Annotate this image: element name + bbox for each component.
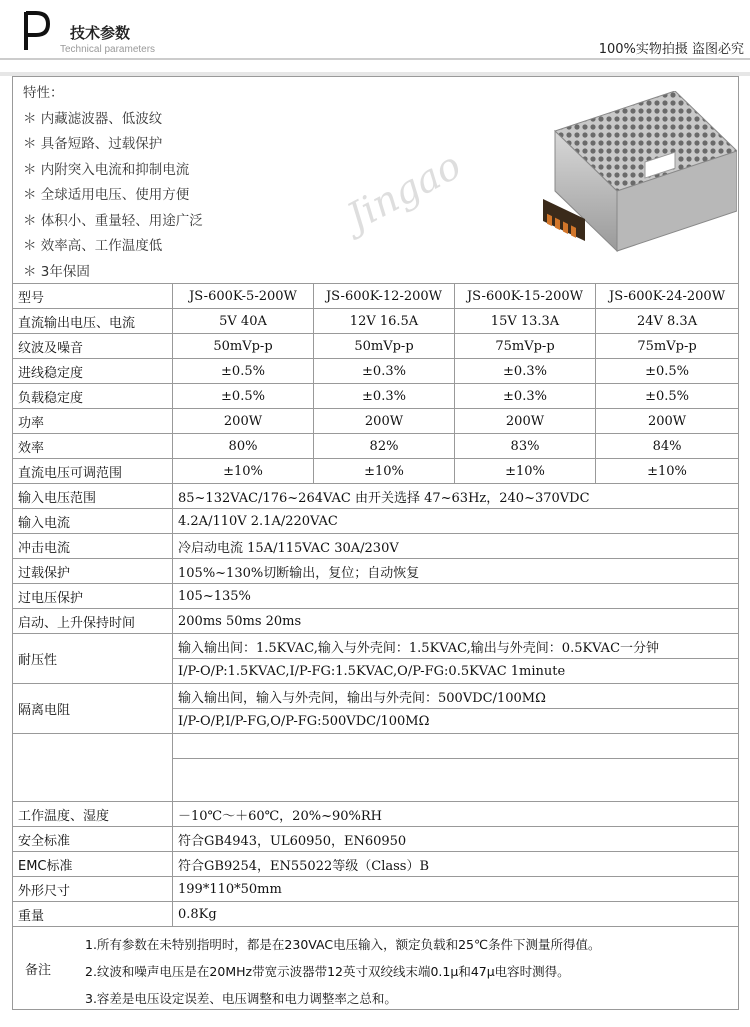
table-cell: 200W bbox=[596, 409, 739, 434]
page-header bbox=[0, 0, 750, 70]
feature-item: ＊ 内藏滤波器、低波纹 bbox=[23, 110, 163, 127]
table-cell: ±0.5% bbox=[596, 384, 739, 409]
feature-item: ＊ 体积小、重量轻、用途广泛 bbox=[23, 212, 203, 229]
table-cell: 75mVp-p bbox=[455, 334, 596, 359]
section-title: 技术参数 bbox=[70, 24, 131, 42]
row-label: 安全标准 bbox=[13, 827, 173, 852]
row-label: 冲击电流 bbox=[13, 534, 173, 559]
table-cell: 冷启动电流 15A/115VAC 30A/230V bbox=[173, 534, 739, 559]
table-row bbox=[13, 484, 739, 509]
row-label: 启动、上升保持时间 bbox=[13, 609, 173, 634]
table-cell: 82% bbox=[314, 434, 455, 459]
table-row bbox=[13, 684, 739, 709]
row-label: 效率 bbox=[13, 434, 173, 459]
table-cell: ±0.5% bbox=[173, 359, 314, 384]
table-cell: 15V 13.3A bbox=[455, 309, 596, 334]
table-row bbox=[13, 584, 739, 609]
row-label: 工作温度、湿度 bbox=[13, 802, 173, 827]
row-label: 过电压保护 bbox=[13, 584, 173, 609]
table-cell: ±10% bbox=[173, 459, 314, 484]
table-row bbox=[13, 634, 739, 659]
table-cell: I/P-O/P,I/P-FG,O/P-FG:500VDC/100MΩ bbox=[173, 709, 739, 734]
table-cell: ±0.5% bbox=[173, 384, 314, 409]
feature-item: ＊ 效率高、工作温度低 bbox=[23, 238, 163, 254]
table-cell: ±10% bbox=[314, 459, 455, 484]
feature-item: ＊ 内附突入电流和抑制电流 bbox=[23, 161, 190, 178]
row-label: 隔离电阻 bbox=[13, 684, 173, 734]
table-cell: 50mVp-p bbox=[173, 334, 314, 359]
table-row bbox=[13, 902, 739, 927]
table-cell: 105~135% bbox=[173, 584, 739, 609]
table-cell: ±10% bbox=[596, 459, 739, 484]
row-label: 纹波及噪音 bbox=[13, 334, 173, 359]
feature-item: ＊ 具备短路、过载保护 bbox=[23, 136, 163, 152]
header-divider bbox=[0, 58, 750, 60]
row-label: 重量 bbox=[13, 902, 173, 927]
note-item: 2.纹波和噪声电压是在20MHz带宽示波器带12英寸双绞线末端0.1μ和47μ电容时测得。 bbox=[85, 964, 570, 979]
row-label: EMC标准 bbox=[13, 852, 173, 877]
table-cell: 输入输出间，输入与外壳间，输出与外壳间：500VDC/100MΩ bbox=[173, 684, 739, 709]
table-cell: 85~132VAC/176~264VAC 由开关选择 47~63Hz，240~370VDC bbox=[173, 484, 739, 509]
features-list bbox=[23, 81, 203, 284]
notes-label: 备注 bbox=[25, 963, 52, 978]
empty-cell bbox=[13, 734, 173, 802]
model-cell: JS-600K-12-200W bbox=[314, 284, 455, 309]
empty-cell bbox=[173, 734, 739, 759]
table-cell: ±0.3% bbox=[455, 384, 596, 409]
table-row bbox=[13, 509, 739, 534]
empty-row bbox=[13, 734, 739, 759]
table-cell: 200W bbox=[173, 409, 314, 434]
table-cell: I/P-O/P:1.5KVAC,I/P-FG:1.5KVAC,O/P-FG:0.5KVAC 1minute bbox=[173, 659, 739, 684]
note-item: 3.容差是电压设定误差、电压调整和电力调整率之总和。 bbox=[85, 991, 397, 1006]
table-cell: 0.8Kg bbox=[173, 902, 739, 927]
table-cell: 83% bbox=[455, 434, 596, 459]
table-cell: 50mVp-p bbox=[314, 334, 455, 359]
row-label: 负载稳定度 bbox=[13, 384, 173, 409]
table-cell: 200W bbox=[314, 409, 455, 434]
table-row bbox=[13, 559, 739, 584]
table-row bbox=[13, 384, 739, 409]
slogan: 100%实物拍摄 盗图必究 bbox=[598, 42, 744, 57]
table-cell: 105%~130%切断输出，复位；自动恢复 bbox=[173, 559, 739, 584]
watermark: Jingao bbox=[339, 143, 468, 239]
table-cell: 80% bbox=[173, 434, 314, 459]
table-cell: 75mVp-p bbox=[596, 334, 739, 359]
table-cell: ±0.3% bbox=[314, 359, 455, 384]
p-logo-icon bbox=[22, 10, 52, 52]
features-heading: 特性： bbox=[23, 85, 64, 101]
note-item: 1.所有参数在未特别指明时，都是在230VAC电压输入，额定负载和25℃条件下测量所得值。 bbox=[85, 937, 601, 952]
table-cell: 5V 40A bbox=[173, 309, 314, 334]
model-row bbox=[13, 284, 739, 309]
row-label: 直流输出电压、电流 bbox=[13, 309, 173, 334]
table-cell: 符合GB9254，EN55022等级（Class）B bbox=[173, 852, 739, 877]
model-cell: JS-600K-15-200W bbox=[455, 284, 596, 309]
table-cell: ±10% bbox=[455, 459, 596, 484]
table-row bbox=[13, 359, 739, 384]
spec-table bbox=[12, 76, 739, 1010]
notes-row bbox=[13, 927, 739, 1010]
model-cell: JS-600K-24-200W bbox=[596, 284, 739, 309]
table-cell: ±0.5% bbox=[596, 359, 739, 384]
table-row bbox=[13, 409, 739, 434]
table-row bbox=[13, 309, 739, 334]
table-cell: ±0.3% bbox=[314, 384, 455, 409]
row-label: 过载保护 bbox=[13, 559, 173, 584]
table-cell: －10℃～＋60℃，20%~90%RH bbox=[173, 802, 739, 827]
table-row bbox=[13, 852, 739, 877]
table-row bbox=[13, 434, 739, 459]
table-row bbox=[13, 609, 739, 634]
power-supply-product-image bbox=[525, 91, 737, 271]
row-label: 功率 bbox=[13, 409, 173, 434]
row-label: 进线稳定度 bbox=[13, 359, 173, 384]
table-row bbox=[13, 459, 739, 484]
section-subtitle: Technical parameters bbox=[60, 44, 156, 55]
table-cell: 12V 16.5A bbox=[314, 309, 455, 334]
table-cell: 199*110*50mm bbox=[173, 877, 739, 902]
features-cell bbox=[13, 77, 739, 284]
table-cell: 4.2A/110V 2.1A/220VAC bbox=[173, 509, 739, 534]
row-label: 输入电压范围 bbox=[13, 484, 173, 509]
row-label: 外形尺寸 bbox=[13, 877, 173, 902]
table-row bbox=[13, 334, 739, 359]
table-cell: 84% bbox=[596, 434, 739, 459]
notes-cell bbox=[13, 927, 739, 1010]
table-cell: 24V 8.3A bbox=[596, 309, 739, 334]
row-label: 输入电流 bbox=[13, 509, 173, 534]
table-row bbox=[13, 827, 739, 852]
row-label: 直流电压可调范围 bbox=[13, 459, 173, 484]
table-row bbox=[13, 802, 739, 827]
table-cell: 符合GB4943，UL60950，EN60950 bbox=[173, 827, 739, 852]
table-cell: 输入输出间：1.5KVAC,输入与外壳间：1.5KVAC,输出与外壳间：0.5KVAC一分钟 bbox=[173, 634, 739, 659]
model-cell: JS-600K-5-200W bbox=[173, 284, 314, 309]
features-row bbox=[13, 77, 739, 284]
table-cell: 200W bbox=[455, 409, 596, 434]
model-label: 型号 bbox=[13, 284, 173, 309]
row-label: 耐压性 bbox=[13, 634, 173, 684]
table-row bbox=[13, 877, 739, 902]
table-row bbox=[13, 534, 739, 559]
table-cell: ±0.3% bbox=[455, 359, 596, 384]
notes-list bbox=[85, 931, 601, 1010]
feature-item: ＊ 全球适用电压、使用方便 bbox=[23, 187, 190, 203]
empty-cell bbox=[173, 759, 739, 802]
table-cell: 200ms 50ms 20ms bbox=[173, 609, 739, 634]
feature-item: ＊ 3年保固 bbox=[23, 263, 90, 280]
